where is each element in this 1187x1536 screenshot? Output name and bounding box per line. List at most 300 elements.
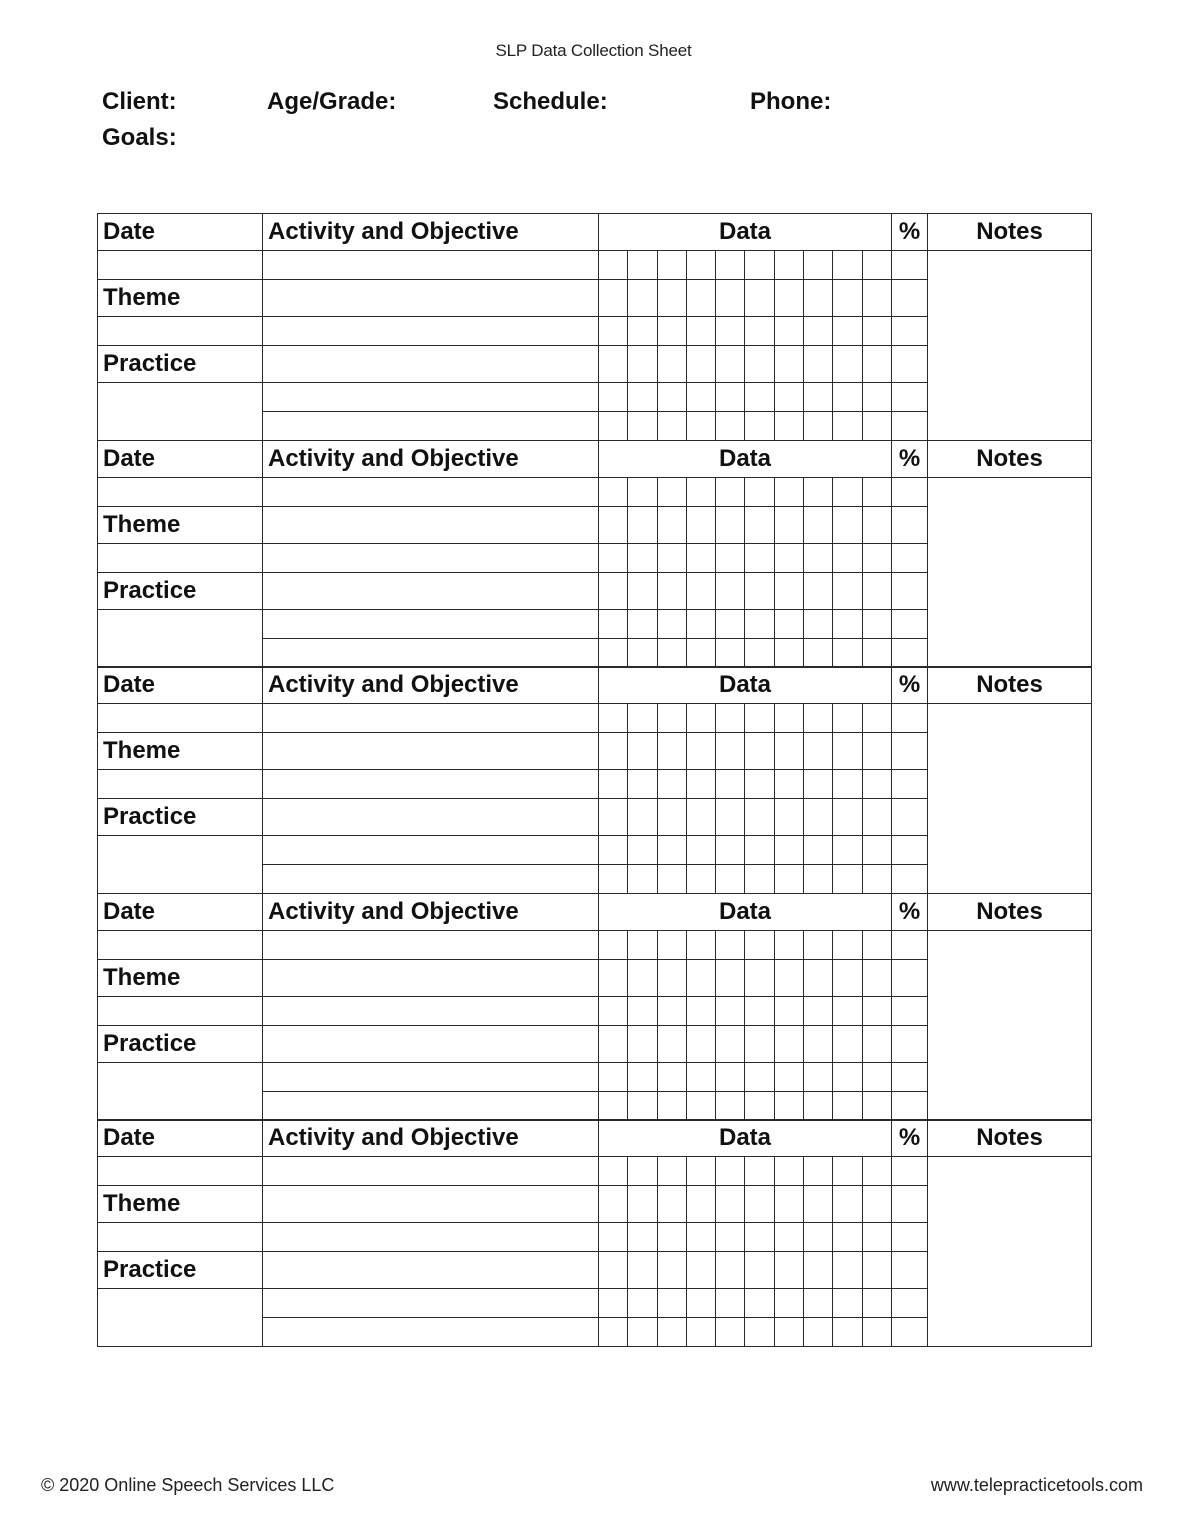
data-trial-cell[interactable] bbox=[716, 930, 745, 959]
data-trial-cell[interactable] bbox=[862, 836, 891, 865]
data-trial-cell[interactable] bbox=[686, 280, 715, 317]
data-trial-cell[interactable] bbox=[657, 1025, 686, 1062]
data-trial-cell[interactable] bbox=[862, 638, 891, 667]
data-trial-cell[interactable] bbox=[745, 1157, 774, 1186]
data-trial-cell[interactable] bbox=[804, 1252, 833, 1289]
data-trial-cell[interactable] bbox=[804, 1186, 833, 1223]
blank-label-cell[interactable] bbox=[98, 1289, 263, 1347]
data-trial-cell[interactable] bbox=[686, 996, 715, 1025]
data-trial-cell[interactable] bbox=[774, 799, 803, 836]
date-input-cell[interactable] bbox=[98, 704, 263, 733]
data-trial-cell[interactable] bbox=[833, 317, 862, 346]
data-trial-cell[interactable] bbox=[745, 251, 774, 280]
data-trial-cell[interactable] bbox=[599, 477, 628, 506]
data-trial-cell[interactable] bbox=[862, 865, 891, 894]
data-trial-cell[interactable] bbox=[804, 506, 833, 543]
data-trial-cell[interactable] bbox=[686, 346, 715, 383]
data-trial-cell[interactable] bbox=[686, 1318, 715, 1347]
data-trial-cell[interactable] bbox=[862, 412, 891, 441]
data-trial-cell[interactable] bbox=[599, 1157, 628, 1186]
date-input-cell[interactable] bbox=[98, 317, 263, 346]
data-trial-cell[interactable] bbox=[862, 959, 891, 996]
date-input-cell[interactable] bbox=[98, 1157, 263, 1186]
data-trial-cell[interactable] bbox=[716, 280, 745, 317]
data-trial-cell[interactable] bbox=[628, 865, 657, 894]
activity-objective-cell[interactable] bbox=[263, 996, 599, 1025]
data-trial-cell[interactable] bbox=[628, 996, 657, 1025]
percent-cell[interactable] bbox=[892, 412, 928, 441]
data-trial-cell[interactable] bbox=[599, 1062, 628, 1091]
data-trial-cell[interactable] bbox=[686, 1252, 715, 1289]
data-trial-cell[interactable] bbox=[599, 543, 628, 572]
data-trial-cell[interactable] bbox=[686, 836, 715, 865]
data-trial-cell[interactable] bbox=[628, 1223, 657, 1252]
data-trial-cell[interactable] bbox=[745, 280, 774, 317]
activity-objective-cell[interactable] bbox=[263, 959, 599, 996]
data-trial-cell[interactable] bbox=[833, 799, 862, 836]
data-trial-cell[interactable] bbox=[745, 543, 774, 572]
data-trial-cell[interactable] bbox=[833, 1223, 862, 1252]
data-trial-cell[interactable] bbox=[862, 1157, 891, 1186]
data-trial-cell[interactable] bbox=[628, 383, 657, 412]
data-trial-cell[interactable] bbox=[804, 704, 833, 733]
data-trial-cell[interactable] bbox=[628, 733, 657, 770]
data-trial-cell[interactable] bbox=[774, 317, 803, 346]
data-trial-cell[interactable] bbox=[599, 572, 628, 609]
data-trial-cell[interactable] bbox=[804, 1062, 833, 1091]
data-trial-cell[interactable] bbox=[599, 1318, 628, 1347]
data-trial-cell[interactable] bbox=[833, 1091, 862, 1120]
data-trial-cell[interactable] bbox=[657, 1252, 686, 1289]
percent-cell[interactable] bbox=[892, 638, 928, 667]
data-trial-cell[interactable] bbox=[862, 704, 891, 733]
blank-label-cell[interactable] bbox=[98, 609, 263, 667]
data-trial-cell[interactable] bbox=[774, 1091, 803, 1120]
data-trial-cell[interactable] bbox=[833, 346, 862, 383]
data-trial-cell[interactable] bbox=[862, 383, 891, 412]
data-trial-cell[interactable] bbox=[774, 1289, 803, 1318]
data-trial-cell[interactable] bbox=[657, 1157, 686, 1186]
data-trial-cell[interactable] bbox=[716, 1186, 745, 1223]
data-trial-cell[interactable] bbox=[774, 572, 803, 609]
data-trial-cell[interactable] bbox=[628, 704, 657, 733]
data-trial-cell[interactable] bbox=[862, 799, 891, 836]
data-trial-cell[interactable] bbox=[686, 770, 715, 799]
activity-objective-cell[interactable] bbox=[263, 733, 599, 770]
data-trial-cell[interactable] bbox=[716, 251, 745, 280]
data-trial-cell[interactable] bbox=[716, 1091, 745, 1120]
data-trial-cell[interactable] bbox=[628, 930, 657, 959]
data-trial-cell[interactable] bbox=[745, 477, 774, 506]
notes-cell[interactable] bbox=[928, 704, 1092, 894]
data-trial-cell[interactable] bbox=[716, 704, 745, 733]
data-trial-cell[interactable] bbox=[862, 1318, 891, 1347]
percent-cell[interactable] bbox=[892, 1186, 928, 1223]
data-trial-cell[interactable] bbox=[716, 346, 745, 383]
data-trial-cell[interactable] bbox=[716, 996, 745, 1025]
data-trial-cell[interactable] bbox=[745, 1186, 774, 1223]
data-trial-cell[interactable] bbox=[628, 251, 657, 280]
data-trial-cell[interactable] bbox=[804, 412, 833, 441]
data-trial-cell[interactable] bbox=[774, 1157, 803, 1186]
data-trial-cell[interactable] bbox=[833, 572, 862, 609]
data-trial-cell[interactable] bbox=[716, 770, 745, 799]
data-trial-cell[interactable] bbox=[833, 836, 862, 865]
data-trial-cell[interactable] bbox=[686, 1091, 715, 1120]
data-trial-cell[interactable] bbox=[686, 959, 715, 996]
percent-cell[interactable] bbox=[892, 1091, 928, 1120]
activity-objective-cell[interactable] bbox=[263, 506, 599, 543]
data-trial-cell[interactable] bbox=[716, 609, 745, 638]
data-trial-cell[interactable] bbox=[804, 346, 833, 383]
data-trial-cell[interactable] bbox=[628, 572, 657, 609]
percent-cell[interactable] bbox=[892, 251, 928, 280]
percent-cell[interactable] bbox=[892, 1157, 928, 1186]
data-trial-cell[interactable] bbox=[833, 1062, 862, 1091]
percent-cell[interactable] bbox=[892, 959, 928, 996]
data-trial-cell[interactable] bbox=[686, 383, 715, 412]
data-trial-cell[interactable] bbox=[745, 836, 774, 865]
data-trial-cell[interactable] bbox=[862, 477, 891, 506]
data-trial-cell[interactable] bbox=[657, 251, 686, 280]
data-trial-cell[interactable] bbox=[833, 733, 862, 770]
data-trial-cell[interactable] bbox=[716, 572, 745, 609]
percent-cell[interactable] bbox=[892, 543, 928, 572]
data-trial-cell[interactable] bbox=[628, 959, 657, 996]
data-trial-cell[interactable] bbox=[862, 317, 891, 346]
date-input-cell[interactable] bbox=[98, 1223, 263, 1252]
activity-objective-cell[interactable] bbox=[263, 836, 599, 865]
data-trial-cell[interactable] bbox=[657, 543, 686, 572]
data-trial-cell[interactable] bbox=[833, 543, 862, 572]
data-trial-cell[interactable] bbox=[599, 1091, 628, 1120]
percent-cell[interactable] bbox=[892, 280, 928, 317]
data-trial-cell[interactable] bbox=[686, 543, 715, 572]
data-trial-cell[interactable] bbox=[657, 836, 686, 865]
data-trial-cell[interactable] bbox=[862, 1289, 891, 1318]
blank-label-cell[interactable] bbox=[98, 836, 263, 894]
activity-objective-cell[interactable] bbox=[263, 1318, 599, 1347]
percent-cell[interactable] bbox=[892, 733, 928, 770]
data-trial-cell[interactable] bbox=[686, 1062, 715, 1091]
data-trial-cell[interactable] bbox=[686, 733, 715, 770]
data-trial-cell[interactable] bbox=[774, 251, 803, 280]
data-trial-cell[interactable] bbox=[657, 383, 686, 412]
data-trial-cell[interactable] bbox=[599, 704, 628, 733]
percent-cell[interactable] bbox=[892, 1062, 928, 1091]
data-trial-cell[interactable] bbox=[628, 1252, 657, 1289]
activity-objective-cell[interactable] bbox=[263, 1223, 599, 1252]
data-trial-cell[interactable] bbox=[657, 1186, 686, 1223]
data-trial-cell[interactable] bbox=[657, 996, 686, 1025]
data-trial-cell[interactable] bbox=[686, 506, 715, 543]
data-trial-cell[interactable] bbox=[628, 638, 657, 667]
data-trial-cell[interactable] bbox=[745, 770, 774, 799]
data-trial-cell[interactable] bbox=[833, 1318, 862, 1347]
activity-objective-cell[interactable] bbox=[263, 1091, 599, 1120]
data-trial-cell[interactable] bbox=[804, 317, 833, 346]
data-trial-cell[interactable] bbox=[833, 506, 862, 543]
data-trial-cell[interactable] bbox=[716, 1223, 745, 1252]
data-trial-cell[interactable] bbox=[774, 383, 803, 412]
data-trial-cell[interactable] bbox=[804, 959, 833, 996]
data-trial-cell[interactable] bbox=[774, 996, 803, 1025]
data-trial-cell[interactable] bbox=[745, 865, 774, 894]
data-trial-cell[interactable] bbox=[774, 477, 803, 506]
data-trial-cell[interactable] bbox=[745, 1223, 774, 1252]
data-trial-cell[interactable] bbox=[716, 1252, 745, 1289]
data-trial-cell[interactable] bbox=[862, 346, 891, 383]
data-trial-cell[interactable] bbox=[804, 865, 833, 894]
data-trial-cell[interactable] bbox=[862, 280, 891, 317]
activity-objective-cell[interactable] bbox=[263, 1252, 599, 1289]
data-trial-cell[interactable] bbox=[716, 733, 745, 770]
activity-objective-cell[interactable] bbox=[263, 799, 599, 836]
data-trial-cell[interactable] bbox=[657, 865, 686, 894]
activity-objective-cell[interactable] bbox=[263, 865, 599, 894]
data-trial-cell[interactable] bbox=[628, 317, 657, 346]
data-trial-cell[interactable] bbox=[862, 1252, 891, 1289]
data-trial-cell[interactable] bbox=[628, 412, 657, 441]
data-trial-cell[interactable] bbox=[716, 1157, 745, 1186]
data-trial-cell[interactable] bbox=[804, 477, 833, 506]
data-trial-cell[interactable] bbox=[862, 609, 891, 638]
data-trial-cell[interactable] bbox=[833, 638, 862, 667]
data-trial-cell[interactable] bbox=[745, 412, 774, 441]
data-trial-cell[interactable] bbox=[599, 638, 628, 667]
percent-cell[interactable] bbox=[892, 346, 928, 383]
data-trial-cell[interactable] bbox=[745, 1318, 774, 1347]
data-trial-cell[interactable] bbox=[657, 1091, 686, 1120]
data-trial-cell[interactable] bbox=[774, 770, 803, 799]
data-trial-cell[interactable] bbox=[833, 1025, 862, 1062]
data-trial-cell[interactable] bbox=[862, 1186, 891, 1223]
data-trial-cell[interactable] bbox=[745, 638, 774, 667]
data-trial-cell[interactable] bbox=[628, 477, 657, 506]
percent-cell[interactable] bbox=[892, 477, 928, 506]
data-trial-cell[interactable] bbox=[657, 412, 686, 441]
data-trial-cell[interactable] bbox=[862, 1025, 891, 1062]
data-trial-cell[interactable] bbox=[804, 251, 833, 280]
activity-objective-cell[interactable] bbox=[263, 930, 599, 959]
data-trial-cell[interactable] bbox=[716, 506, 745, 543]
activity-objective-cell[interactable] bbox=[263, 280, 599, 317]
data-trial-cell[interactable] bbox=[657, 280, 686, 317]
data-trial-cell[interactable] bbox=[774, 930, 803, 959]
activity-objective-cell[interactable] bbox=[263, 1025, 599, 1062]
data-trial-cell[interactable] bbox=[599, 930, 628, 959]
data-trial-cell[interactable] bbox=[774, 704, 803, 733]
activity-objective-cell[interactable] bbox=[263, 251, 599, 280]
data-trial-cell[interactable] bbox=[745, 346, 774, 383]
data-trial-cell[interactable] bbox=[657, 572, 686, 609]
data-trial-cell[interactable] bbox=[774, 865, 803, 894]
data-trial-cell[interactable] bbox=[833, 477, 862, 506]
data-trial-cell[interactable] bbox=[599, 836, 628, 865]
data-trial-cell[interactable] bbox=[774, 506, 803, 543]
data-trial-cell[interactable] bbox=[599, 865, 628, 894]
data-trial-cell[interactable] bbox=[716, 317, 745, 346]
data-trial-cell[interactable] bbox=[862, 1062, 891, 1091]
activity-objective-cell[interactable] bbox=[263, 477, 599, 506]
data-trial-cell[interactable] bbox=[745, 317, 774, 346]
data-trial-cell[interactable] bbox=[833, 383, 862, 412]
data-trial-cell[interactable] bbox=[657, 733, 686, 770]
data-trial-cell[interactable] bbox=[657, 317, 686, 346]
data-trial-cell[interactable] bbox=[804, 1091, 833, 1120]
data-trial-cell[interactable] bbox=[745, 959, 774, 996]
data-trial-cell[interactable] bbox=[628, 543, 657, 572]
data-trial-cell[interactable] bbox=[599, 317, 628, 346]
data-trial-cell[interactable] bbox=[657, 609, 686, 638]
percent-cell[interactable] bbox=[892, 704, 928, 733]
date-input-cell[interactable] bbox=[98, 996, 263, 1025]
data-trial-cell[interactable] bbox=[833, 930, 862, 959]
percent-cell[interactable] bbox=[892, 383, 928, 412]
data-trial-cell[interactable] bbox=[628, 1318, 657, 1347]
data-trial-cell[interactable] bbox=[745, 1289, 774, 1318]
percent-cell[interactable] bbox=[892, 1025, 928, 1062]
data-trial-cell[interactable] bbox=[804, 543, 833, 572]
data-trial-cell[interactable] bbox=[804, 1025, 833, 1062]
data-trial-cell[interactable] bbox=[774, 1062, 803, 1091]
percent-cell[interactable] bbox=[892, 609, 928, 638]
data-trial-cell[interactable] bbox=[833, 959, 862, 996]
data-trial-cell[interactable] bbox=[745, 506, 774, 543]
data-trial-cell[interactable] bbox=[833, 996, 862, 1025]
data-trial-cell[interactable] bbox=[599, 412, 628, 441]
data-trial-cell[interactable] bbox=[862, 770, 891, 799]
activity-objective-cell[interactable] bbox=[263, 543, 599, 572]
percent-cell[interactable] bbox=[892, 506, 928, 543]
data-trial-cell[interactable] bbox=[833, 704, 862, 733]
data-trial-cell[interactable] bbox=[745, 1252, 774, 1289]
data-trial-cell[interactable] bbox=[774, 609, 803, 638]
data-trial-cell[interactable] bbox=[804, 996, 833, 1025]
data-trial-cell[interactable] bbox=[599, 383, 628, 412]
data-trial-cell[interactable] bbox=[833, 280, 862, 317]
data-trial-cell[interactable] bbox=[804, 280, 833, 317]
data-trial-cell[interactable] bbox=[628, 1025, 657, 1062]
data-trial-cell[interactable] bbox=[599, 1025, 628, 1062]
data-trial-cell[interactable] bbox=[833, 1157, 862, 1186]
data-trial-cell[interactable] bbox=[686, 799, 715, 836]
data-trial-cell[interactable] bbox=[745, 572, 774, 609]
data-trial-cell[interactable] bbox=[716, 1289, 745, 1318]
data-trial-cell[interactable] bbox=[599, 280, 628, 317]
data-trial-cell[interactable] bbox=[745, 930, 774, 959]
data-trial-cell[interactable] bbox=[774, 1025, 803, 1062]
data-trial-cell[interactable] bbox=[628, 836, 657, 865]
data-trial-cell[interactable] bbox=[745, 733, 774, 770]
date-input-cell[interactable] bbox=[98, 251, 263, 280]
data-trial-cell[interactable] bbox=[686, 1289, 715, 1318]
data-trial-cell[interactable] bbox=[599, 1252, 628, 1289]
activity-objective-cell[interactable] bbox=[263, 412, 599, 441]
data-trial-cell[interactable] bbox=[599, 1186, 628, 1223]
percent-cell[interactable] bbox=[892, 836, 928, 865]
data-trial-cell[interactable] bbox=[833, 609, 862, 638]
data-trial-cell[interactable] bbox=[804, 770, 833, 799]
data-trial-cell[interactable] bbox=[745, 996, 774, 1025]
data-trial-cell[interactable] bbox=[862, 1223, 891, 1252]
data-trial-cell[interactable] bbox=[628, 1157, 657, 1186]
data-trial-cell[interactable] bbox=[745, 609, 774, 638]
data-trial-cell[interactable] bbox=[862, 733, 891, 770]
data-trial-cell[interactable] bbox=[686, 1157, 715, 1186]
data-trial-cell[interactable] bbox=[774, 1252, 803, 1289]
blank-label-cell[interactable] bbox=[98, 383, 263, 441]
data-trial-cell[interactable] bbox=[657, 638, 686, 667]
data-trial-cell[interactable] bbox=[599, 770, 628, 799]
data-trial-cell[interactable] bbox=[686, 412, 715, 441]
data-trial-cell[interactable] bbox=[657, 1318, 686, 1347]
data-trial-cell[interactable] bbox=[745, 704, 774, 733]
date-input-cell[interactable] bbox=[98, 477, 263, 506]
date-input-cell[interactable] bbox=[98, 543, 263, 572]
data-trial-cell[interactable] bbox=[686, 477, 715, 506]
data-trial-cell[interactable] bbox=[686, 704, 715, 733]
data-trial-cell[interactable] bbox=[774, 836, 803, 865]
data-trial-cell[interactable] bbox=[804, 836, 833, 865]
data-trial-cell[interactable] bbox=[833, 865, 862, 894]
data-trial-cell[interactable] bbox=[599, 733, 628, 770]
data-trial-cell[interactable] bbox=[716, 412, 745, 441]
data-trial-cell[interactable] bbox=[628, 770, 657, 799]
data-trial-cell[interactable] bbox=[657, 1289, 686, 1318]
data-trial-cell[interactable] bbox=[657, 959, 686, 996]
data-trial-cell[interactable] bbox=[628, 799, 657, 836]
data-trial-cell[interactable] bbox=[599, 251, 628, 280]
data-trial-cell[interactable] bbox=[686, 638, 715, 667]
data-trial-cell[interactable] bbox=[774, 1318, 803, 1347]
data-trial-cell[interactable] bbox=[774, 543, 803, 572]
data-trial-cell[interactable] bbox=[657, 930, 686, 959]
data-trial-cell[interactable] bbox=[657, 506, 686, 543]
data-trial-cell[interactable] bbox=[599, 959, 628, 996]
data-trial-cell[interactable] bbox=[833, 770, 862, 799]
blank-label-cell[interactable] bbox=[98, 1062, 263, 1120]
data-trial-cell[interactable] bbox=[599, 799, 628, 836]
percent-cell[interactable] bbox=[892, 1223, 928, 1252]
data-trial-cell[interactable] bbox=[804, 609, 833, 638]
data-trial-cell[interactable] bbox=[657, 477, 686, 506]
data-trial-cell[interactable] bbox=[745, 1062, 774, 1091]
data-trial-cell[interactable] bbox=[686, 251, 715, 280]
data-trial-cell[interactable] bbox=[774, 346, 803, 383]
data-trial-cell[interactable] bbox=[804, 638, 833, 667]
data-trial-cell[interactable] bbox=[716, 477, 745, 506]
activity-objective-cell[interactable] bbox=[263, 383, 599, 412]
data-trial-cell[interactable] bbox=[716, 836, 745, 865]
notes-cell[interactable] bbox=[928, 930, 1092, 1120]
data-trial-cell[interactable] bbox=[628, 1062, 657, 1091]
percent-cell[interactable] bbox=[892, 865, 928, 894]
percent-cell[interactable] bbox=[892, 799, 928, 836]
data-trial-cell[interactable] bbox=[862, 930, 891, 959]
data-trial-cell[interactable] bbox=[804, 1157, 833, 1186]
data-trial-cell[interactable] bbox=[862, 506, 891, 543]
data-trial-cell[interactable] bbox=[657, 1223, 686, 1252]
data-trial-cell[interactable] bbox=[804, 930, 833, 959]
activity-objective-cell[interactable] bbox=[263, 704, 599, 733]
data-trial-cell[interactable] bbox=[804, 383, 833, 412]
data-trial-cell[interactable] bbox=[862, 251, 891, 280]
data-trial-cell[interactable] bbox=[657, 770, 686, 799]
data-trial-cell[interactable] bbox=[862, 1091, 891, 1120]
data-trial-cell[interactable] bbox=[686, 865, 715, 894]
data-trial-cell[interactable] bbox=[657, 1062, 686, 1091]
